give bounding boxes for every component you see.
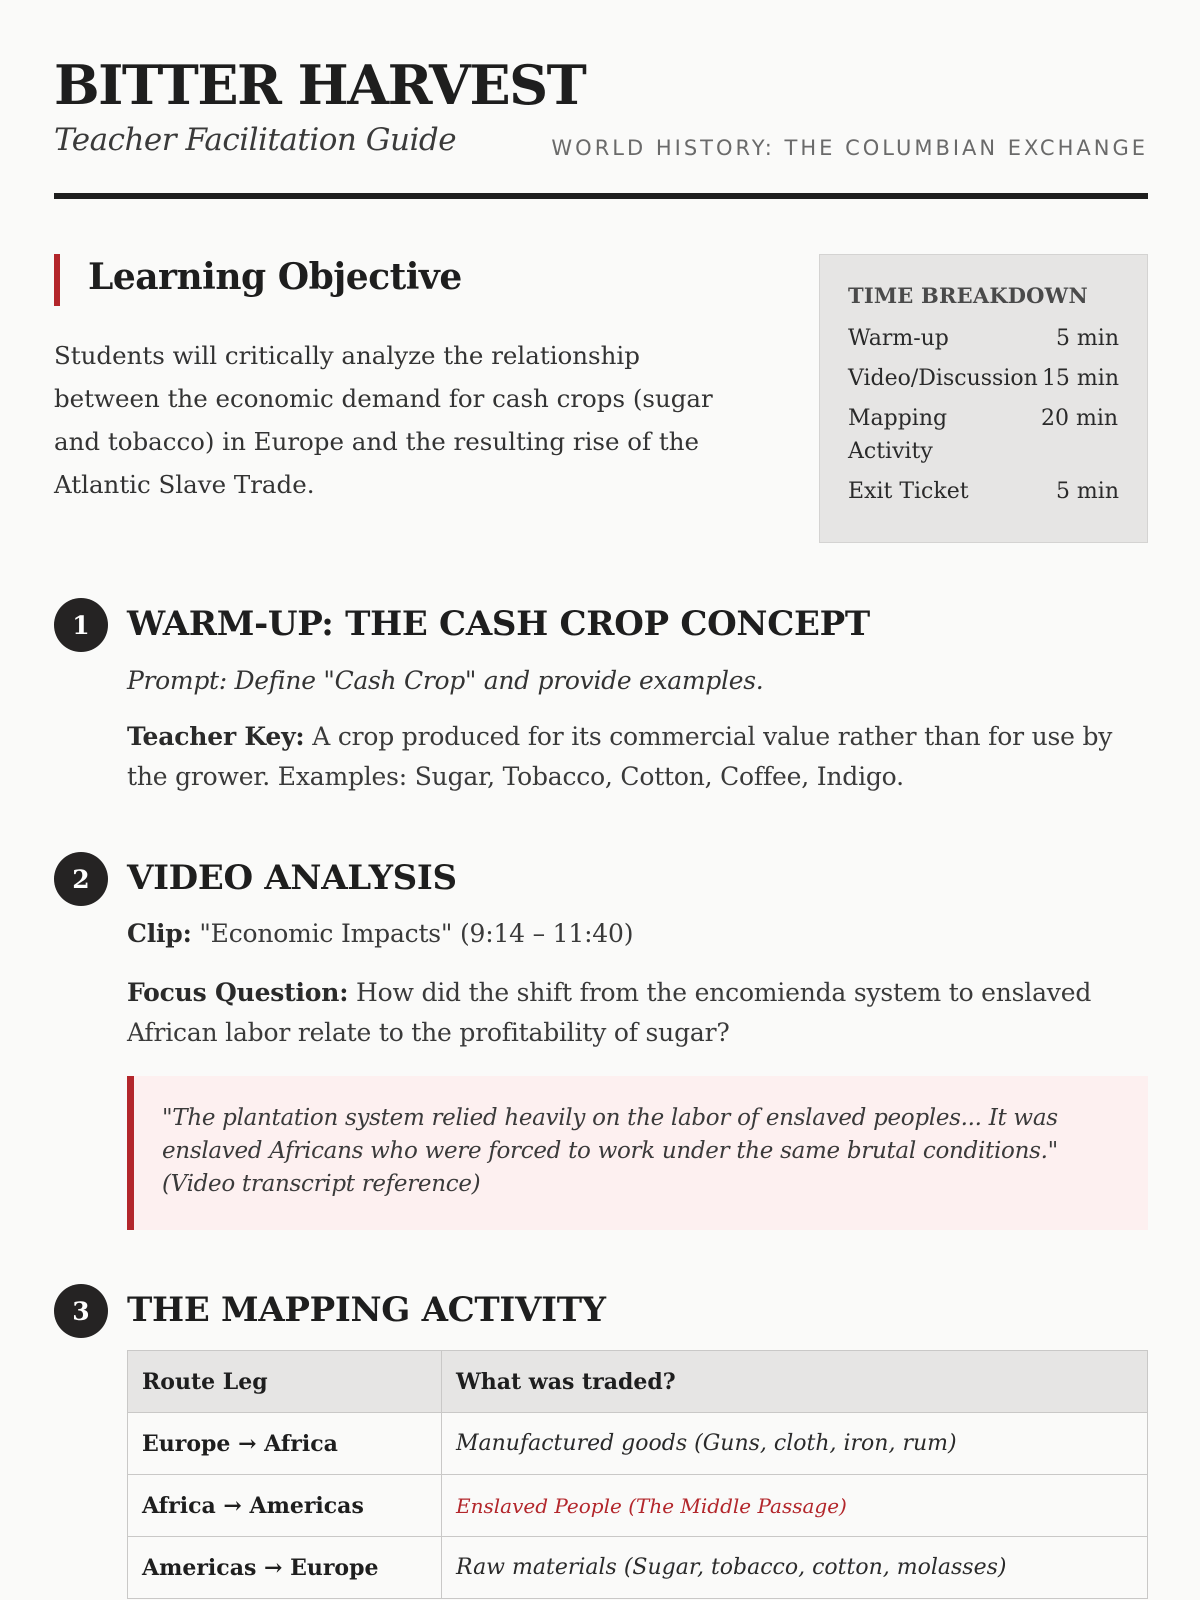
time-row-label: Mapping Activity xyxy=(848,406,948,464)
prompt-text: Prompt: Define "Cash Crop" and provide examples. xyxy=(127,666,764,695)
time-row-value: 5 min xyxy=(1055,479,1119,504)
objective-accent-bar xyxy=(54,254,60,306)
time-row xyxy=(848,322,1119,355)
focus-question-text: How did the shift from the encomienda system to enslaved African labor relate to the profitability of sugar? xyxy=(127,978,1092,1047)
time-row xyxy=(848,362,1119,395)
section-title: WARM-UP: THE CASH CROP CONCEPT xyxy=(127,604,870,644)
traded-goods-cell: Enslaved People (The Middle Passage) xyxy=(442,1475,1148,1537)
route-leg-cell: Europe → Africa xyxy=(128,1413,442,1475)
time-row xyxy=(848,475,1119,508)
route-leg-cell: Africa → Americas xyxy=(128,1475,442,1537)
teacher-key-label: Teacher Key: xyxy=(127,722,305,751)
objective-text: Students will critically analyze the relationship between the economic demand for cash crops (sugar and tobacco) in Europe and the resulting rise of the Atlantic Slave Trade. xyxy=(54,341,713,499)
video-clip xyxy=(127,914,1148,954)
time-row-label: Exit Ticket xyxy=(848,479,969,504)
time-breakdown-panel xyxy=(819,254,1148,543)
teacher-key-text: A crop produced for its commercial value rather than for use by the grower. Examples: Sugar, Tobacco, Cotton, Coffee, Indigo. xyxy=(127,722,1113,791)
section-number-badge: 2 xyxy=(54,852,108,906)
section-title: THE MAPPING ACTIVITY xyxy=(127,1290,606,1330)
section-number-badge: 1 xyxy=(54,598,108,652)
objective-heading: Learning Objective xyxy=(88,256,462,298)
course-label: WORLD HISTORY: THE COLUMBIAN EXCHANGE xyxy=(551,136,1148,160)
traded-goods-cell: Manufactured goods (Guns, cloth, iron, rum) xyxy=(442,1413,1148,1475)
time-row-value: 5 min xyxy=(1055,326,1119,351)
route-leg-cell: Americas → Europe xyxy=(128,1537,442,1599)
clip-text: "Economic Impacts" (9:14 – 11:40) xyxy=(191,919,634,948)
column-header: What was traded? xyxy=(442,1351,1148,1413)
table-row xyxy=(128,1413,1148,1475)
column-header: Route Leg xyxy=(128,1351,442,1413)
transcript-quote: "The plantation system relied heavily on the labor of enslaved peoples... It was enslaved Africans who were forced to work under the same brutal conditions." (Video transcript reference) xyxy=(127,1076,1148,1230)
time-row-value: 20 min xyxy=(1041,406,1119,431)
clip-label: Clip: xyxy=(127,919,192,948)
page-subtitle: Teacher Facilitation Guide xyxy=(54,122,457,158)
time-row xyxy=(848,402,1119,468)
time-row-label: Warm-up xyxy=(848,326,949,351)
focus-question xyxy=(127,973,1148,1053)
traded-goods-cell: Raw materials (Sugar, tobacco, cotton, molasses) xyxy=(442,1537,1148,1599)
table-header-row xyxy=(128,1351,1148,1413)
table-row xyxy=(128,1537,1148,1599)
trade-route-table xyxy=(127,1350,1148,1599)
warmup-prompt xyxy=(127,666,1148,695)
time-row-label: Video/Discussion xyxy=(848,366,1038,391)
teacher-key xyxy=(127,717,1148,797)
focus-question-label: Focus Question: xyxy=(127,978,349,1007)
section-number-badge: 3 xyxy=(54,1284,108,1338)
section-title: VIDEO ANALYSIS xyxy=(127,858,457,898)
header-divider xyxy=(54,193,1148,199)
time-row-value: 15 min xyxy=(1041,366,1119,391)
page-title: BITTER HARVEST xyxy=(54,53,586,117)
guide-page xyxy=(54,0,1148,1600)
table-row xyxy=(128,1475,1148,1537)
time-breakdown-heading: TIME BREAKDOWN xyxy=(848,283,1088,308)
